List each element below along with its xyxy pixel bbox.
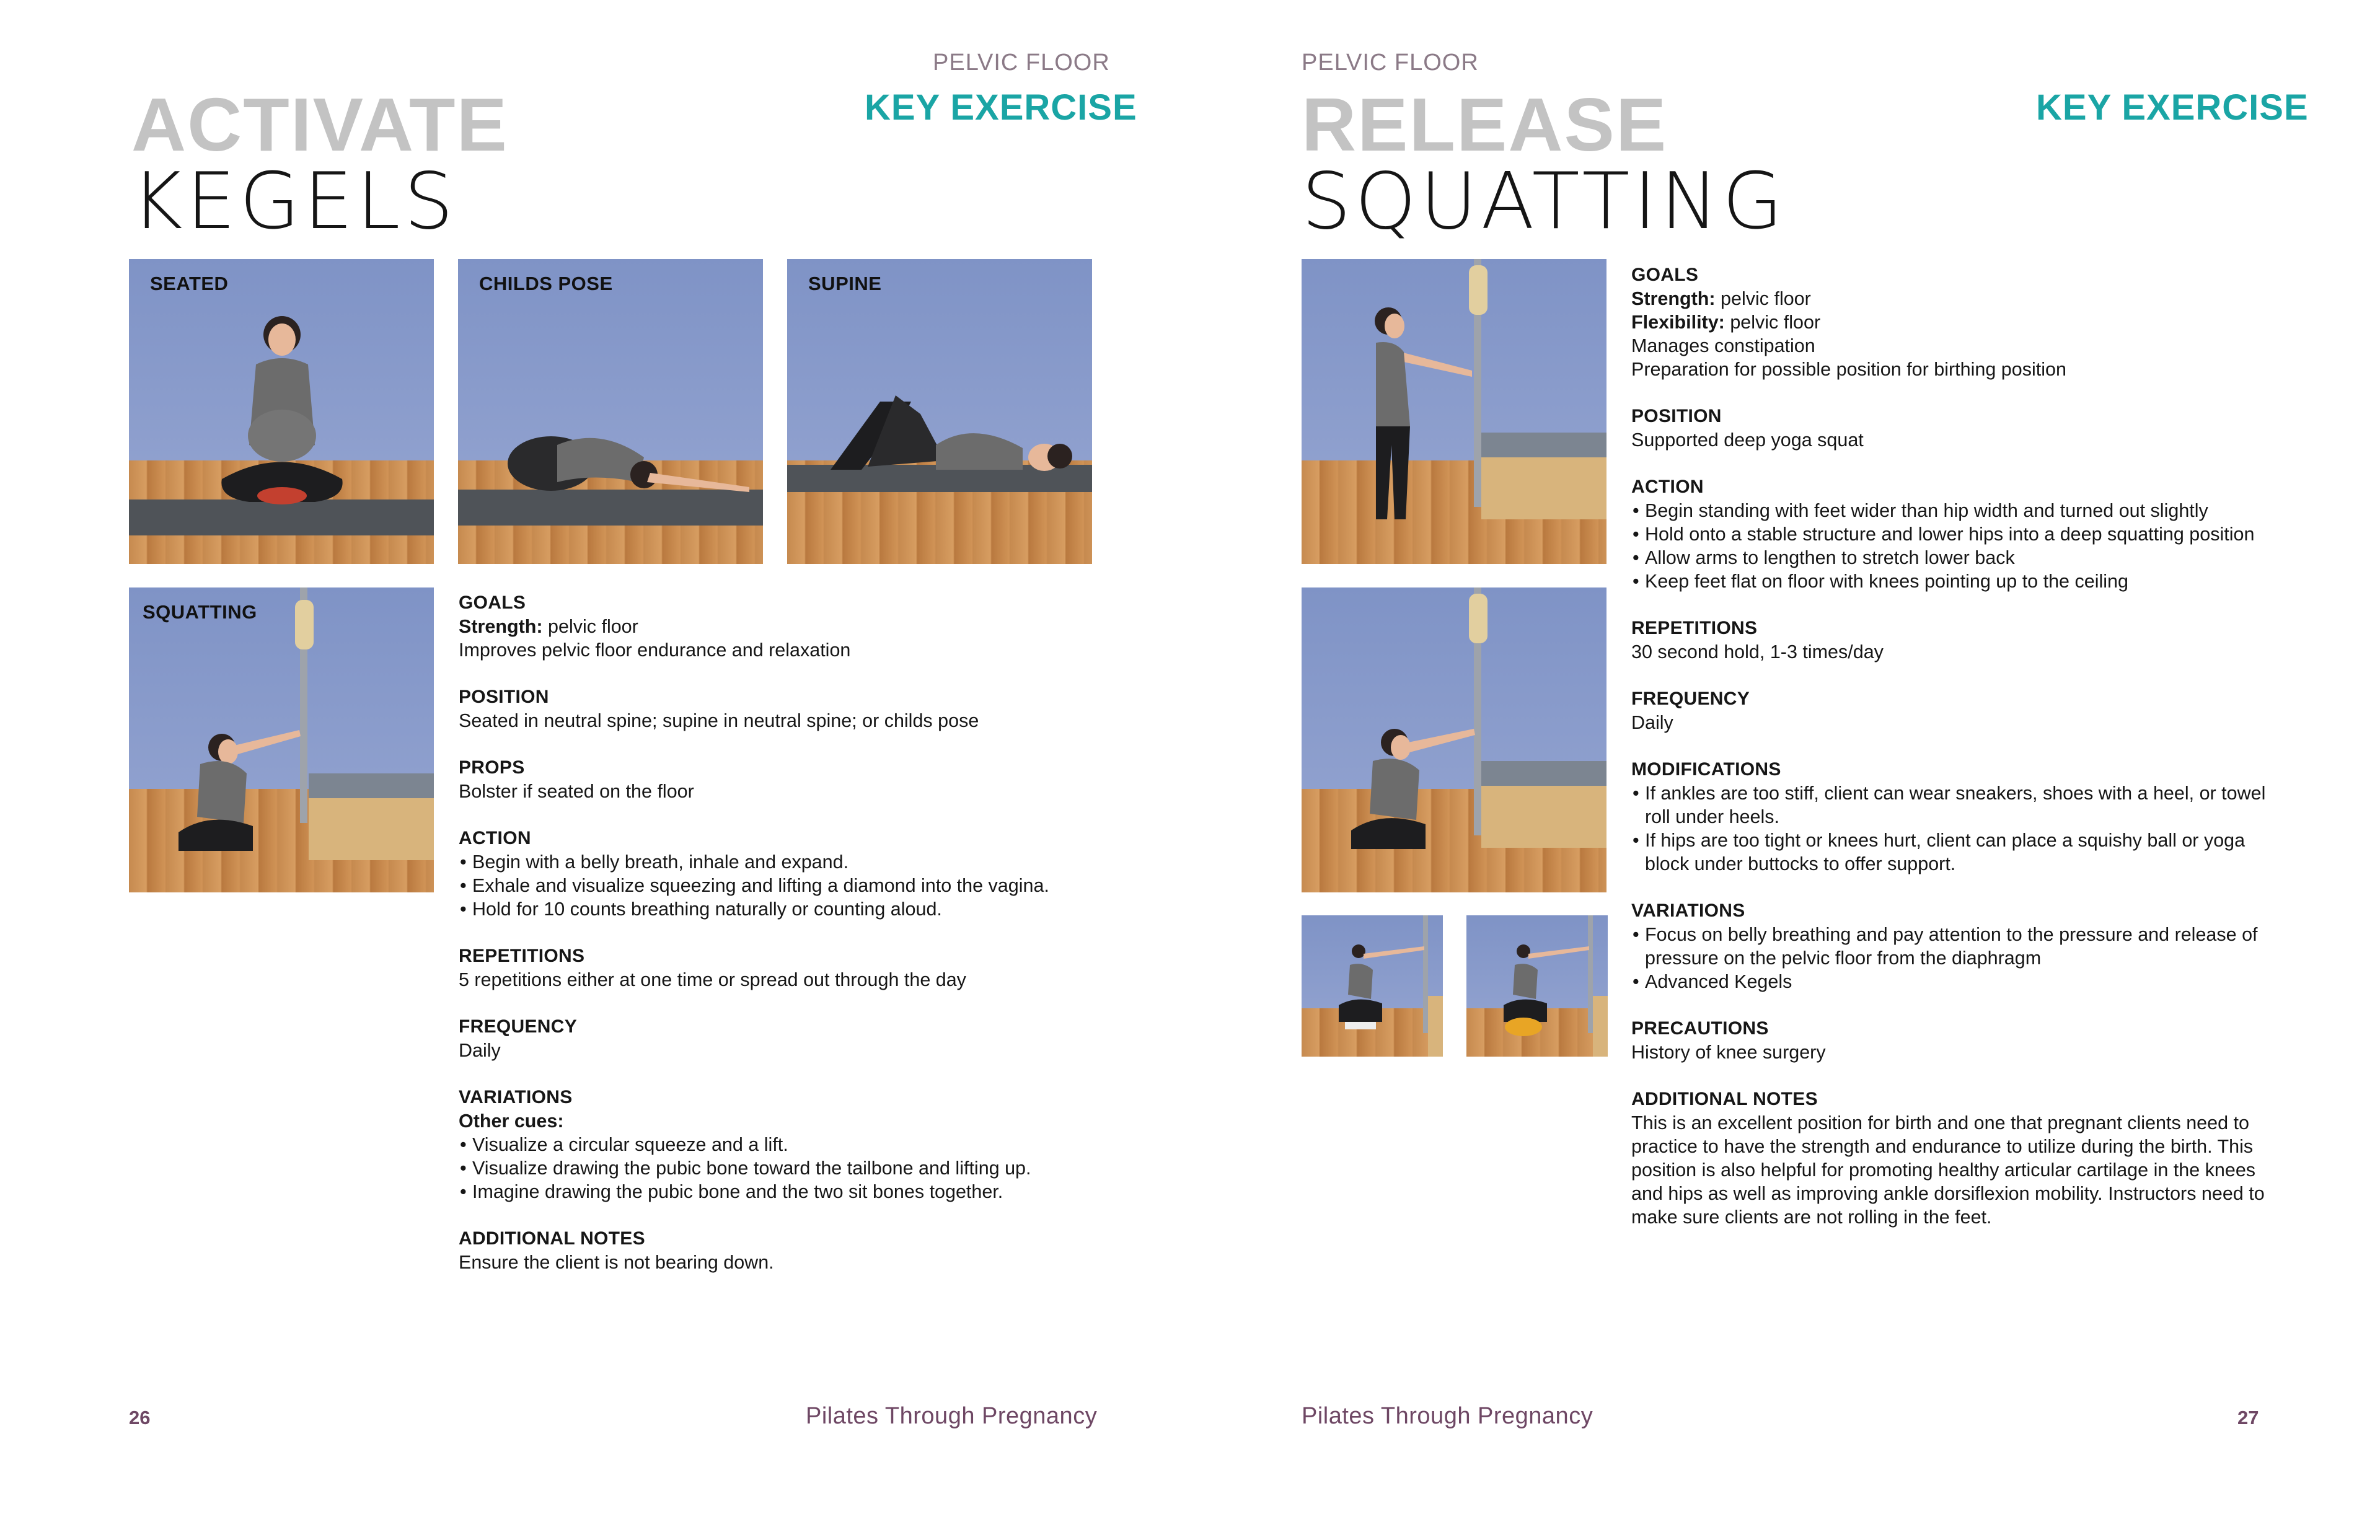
- goals-header: GOALS: [1631, 265, 1699, 285]
- title-kegels: KEGELS: [131, 156, 457, 247]
- goals-line: Manages constipation: [1631, 335, 1815, 356]
- squat-ball-figure-icon: [1466, 915, 1608, 1057]
- goals-section: [1631, 263, 2288, 381]
- photo-label-childs-pose: CHILDS POSE: [479, 273, 613, 294]
- footer-book-title: Pilates Through Pregnancy: [806, 1403, 1098, 1429]
- repetitions-section: [1631, 617, 2288, 664]
- variations-subheader: Other cues:: [459, 1111, 564, 1132]
- action-item: • Keep feet flat on floor with knees pointing up to the ceiling: [1631, 570, 2288, 593]
- modification-item: • If ankles are too stiff, client can wear sneakers, shoes with a heel, or towel roll under heels.: [1631, 781, 2288, 829]
- right-exercise-details: [1631, 263, 2288, 1252]
- notes-text: This is an excellent position for birth and one that pregnant clients need to practice to have the strength and endurance to utilize during the birth. This position is also helpful for promoting healthy articular cartilage in the knees and hips as well as improving ankle dorsiflexion mobility. Instructors need to make sure clients are not rolling in the feet.: [1631, 1112, 2265, 1228]
- frequency-section: [459, 1015, 1091, 1062]
- goals-strength-label: Strength:: [1631, 288, 1716, 309]
- repetitions-text: 5 repetitions either at one time or spread out through the day: [459, 969, 966, 990]
- position-header: POSITION: [459, 687, 549, 707]
- photo-childs-pose: [458, 259, 763, 564]
- supine-figure-icon: [787, 259, 1092, 564]
- action-section: [1631, 475, 2288, 593]
- deep-squat-figure-icon: [1302, 587, 1606, 892]
- repetitions-section: [459, 944, 1091, 992]
- squat-sneakers-figure-icon: [1302, 915, 1443, 1057]
- variations-section: [459, 1086, 1091, 1203]
- variations-header: VARIATIONS: [459, 1087, 573, 1107]
- squatting-figure-icon: [129, 587, 434, 892]
- frequency-header: FREQUENCY: [1631, 689, 1750, 709]
- section-label: PELVIC FLOOR: [933, 50, 1110, 76]
- photo-label-supine: SUPINE: [808, 273, 882, 294]
- frequency-header: FREQUENCY: [459, 1016, 578, 1037]
- position-section: [459, 685, 1091, 733]
- action-item: • Allow arms to lengthen to stretch lower back: [1631, 546, 2288, 570]
- repetitions-text: 30 second hold, 1-3 times/day: [1631, 641, 1884, 662]
- notes-header: ADDITIONAL NOTES: [1631, 1089, 1818, 1109]
- variation-item: • Focus on belly breathing and pay attention to the pressure and release of pressure on the pelvic floor from the diaphragm: [1631, 923, 2288, 970]
- notes-text: Ensure the client is not bearing down.: [459, 1252, 774, 1273]
- position-section: [1631, 405, 2288, 452]
- goals-line: Preparation for possible position for birthing position: [1631, 359, 2066, 380]
- action-item: • Hold onto a stable structure and lower hips into a deep squatting position: [1631, 522, 2288, 546]
- notes-header: ADDITIONAL NOTES: [459, 1228, 645, 1249]
- childs-pose-figure-icon: [458, 259, 763, 564]
- title-squatting: SQUATTING: [1302, 156, 1787, 247]
- right-page: [1190, 0, 2380, 1540]
- precautions-section: [1631, 1017, 2288, 1064]
- notes-section: [1631, 1088, 2288, 1229]
- frequency-text: Daily: [459, 1040, 501, 1061]
- standing-figure-icon: [1302, 259, 1606, 564]
- seated-figure-icon: [129, 259, 434, 564]
- goals-header: GOALS: [459, 592, 526, 613]
- photo-label-squatting: SQUATTING: [143, 601, 257, 623]
- page-number: 27: [2237, 1407, 2259, 1428]
- repetitions-header: REPETITIONS: [1631, 618, 1758, 638]
- variation-item: • Visualize a circular squeeze and a lift.: [459, 1133, 1091, 1156]
- photo-supine: [787, 259, 1092, 564]
- goals-section: [459, 591, 1091, 662]
- title-release: RELEASE: [1302, 82, 1668, 167]
- props-text: Bolster if seated on the floor: [459, 781, 694, 802]
- frequency-section: [1631, 687, 2288, 734]
- precautions-text: History of knee surgery: [1631, 1042, 1826, 1063]
- photo-label-seated: SEATED: [150, 273, 229, 294]
- page-number: 26: [129, 1407, 151, 1428]
- action-item: • Begin with a belly breath, inhale and expand.: [459, 850, 1091, 874]
- repetitions-header: REPETITIONS: [459, 946, 585, 966]
- section-label: PELVIC FLOOR: [1302, 50, 1479, 76]
- position-text: Supported deep yoga squat: [1631, 429, 1864, 451]
- photo-squat-sneakers: [1302, 915, 1443, 1057]
- variations-header: VARIATIONS: [1631, 900, 1745, 921]
- variation-item: • Imagine drawing the pubic bone and the two sit bones together.: [459, 1180, 1091, 1203]
- variations-section: [1631, 899, 2288, 993]
- modifications-section: [1631, 758, 2288, 876]
- props-header: PROPS: [459, 757, 525, 778]
- photo-standing-start: [1302, 259, 1606, 564]
- footer-book-title: Pilates Through Pregnancy: [1302, 1403, 1593, 1429]
- goals-flexibility-value: pelvic floor: [1724, 312, 1821, 333]
- goals-strength-value: pelvic floor: [1715, 288, 1811, 309]
- goals-strength-value: pelvic floor: [542, 616, 638, 637]
- notes-section: [459, 1227, 1091, 1274]
- variation-item: • Visualize drawing the pubic bone toward the tailbone and lifting up.: [459, 1156, 1091, 1180]
- key-exercise-label: KEY EXERCISE: [2036, 87, 2309, 128]
- photo-deep-squat: [1302, 587, 1606, 892]
- modifications-header: MODIFICATIONS: [1631, 759, 1781, 780]
- key-exercise-label: KEY EXERCISE: [865, 87, 1137, 128]
- action-item: • Begin standing with feet wider than hip width and turned out slightly: [1631, 499, 2288, 522]
- action-header: ACTION: [459, 828, 531, 848]
- variation-item: • Advanced Kegels: [1631, 970, 2288, 993]
- frequency-text: Daily: [1631, 712, 1673, 733]
- position-text: Seated in neutral spine; supine in neutral spine; or childs pose: [459, 710, 979, 731]
- action-item: • Exhale and visualize squeezing and lifting a diamond into the vagina.: [459, 874, 1091, 897]
- photo-squatting: [129, 587, 434, 892]
- precautions-header: PRECAUTIONS: [1631, 1018, 1769, 1039]
- photo-squat-ball: [1466, 915, 1608, 1057]
- action-header: ACTION: [1631, 477, 1704, 497]
- goals-strength-label: Strength:: [459, 616, 543, 637]
- goals-flexibility-label: Flexibility:: [1631, 312, 1725, 333]
- action-section: [459, 827, 1091, 921]
- photo-seated: [129, 259, 434, 564]
- title-activate: ACTIVATE: [131, 82, 508, 167]
- props-section: [459, 756, 1091, 803]
- position-header: POSITION: [1631, 406, 1722, 426]
- left-exercise-details: [459, 591, 1091, 1298]
- modification-item: • If hips are too tight or knees hurt, client can place a squishy ball or yoga block under buttocks to offer support.: [1631, 829, 2288, 876]
- goals-line: Improves pelvic floor endurance and relaxation: [459, 640, 851, 661]
- action-item: • Hold for 10 counts breathing naturally or counting aloud.: [459, 897, 1091, 921]
